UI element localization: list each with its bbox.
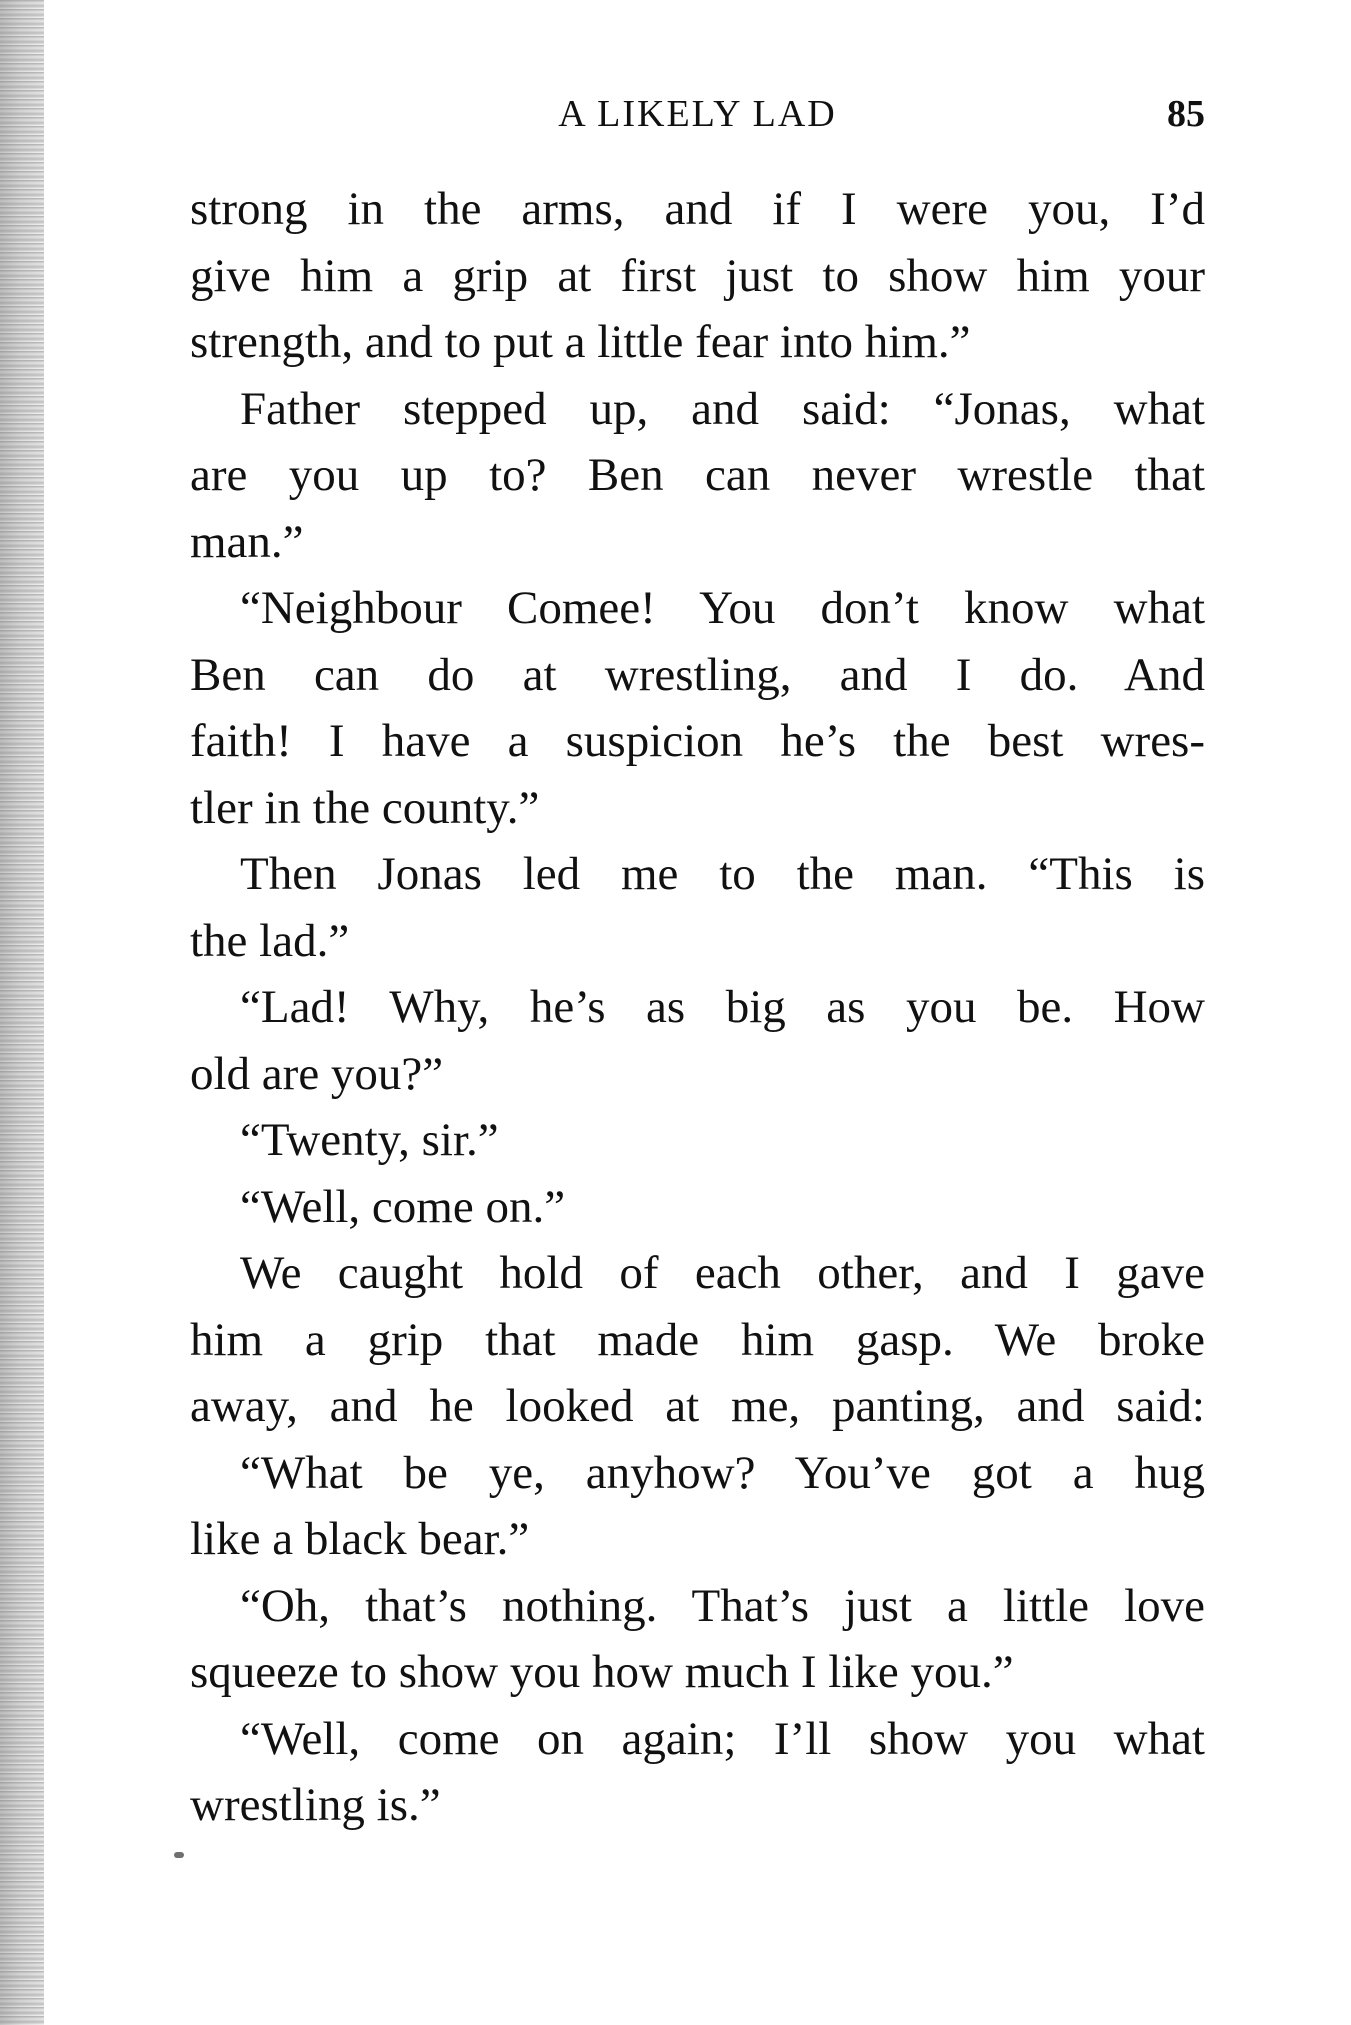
text-line: tler in the county.” — [190, 781, 540, 834]
text-line: “Lad! Why, he’s as big as you be. How — [240, 981, 1205, 1033]
text-line: like a black bear.” — [190, 1513, 530, 1565]
text-line: away, and he looked at me, panting, and said: — [190, 1380, 1205, 1432]
text-line: “Twenty, sir.” — [240, 1114, 499, 1166]
text-line: We caught hold of each other, and I gave — [240, 1247, 1205, 1299]
text-line: “What be ye, anyhow? You’ve got a hug — [240, 1446, 1205, 1499]
text-line: strength, and to put a little fear into him.” — [190, 316, 971, 368]
text-line: wrestling is.” — [190, 1779, 441, 1831]
text-line: him a grip that made him gasp. We broke — [190, 1313, 1205, 1366]
running-head: A LIKELY LAD — [558, 93, 837, 135]
page-number: 85 — [1167, 93, 1205, 135]
text-line: man.” — [190, 515, 304, 568]
text-line: faith! I have a suspicion he’s the best wres- — [190, 715, 1205, 767]
page-gutter-shadow — [0, 0, 44, 2025]
text-line: the lad.” — [190, 914, 350, 967]
text-line: “Oh, that’s nothing. That’s just a little love — [240, 1579, 1205, 1632]
text-line: “Neighbour Comee! You don’t know what — [240, 582, 1205, 634]
text-line: are you up to? Ben can never wrestle that — [190, 449, 1205, 501]
page-header — [190, 92, 1205, 152]
text-line: Then Jonas led me to the man. “This is — [240, 848, 1205, 900]
text-line: old are you?” — [190, 1047, 444, 1100]
text-line: give him a grip at first just to show him your — [190, 249, 1205, 302]
text-line: “Well, come on.” — [240, 1180, 566, 1233]
text-line: Ben can do at wrestling, and I do. And — [190, 648, 1205, 701]
stray-ink-mark — [174, 1852, 184, 1858]
text-line: strong in the arms, and if I were you, I’d — [190, 183, 1205, 235]
text-line: squeeze to show you how much I like you.” — [190, 1646, 1014, 1698]
text-line: Father stepped up, and said: “Jonas, what — [240, 382, 1205, 435]
text-line: “Well, come on again; I’ll show you what — [240, 1712, 1205, 1765]
body-text — [190, 176, 1205, 1839]
